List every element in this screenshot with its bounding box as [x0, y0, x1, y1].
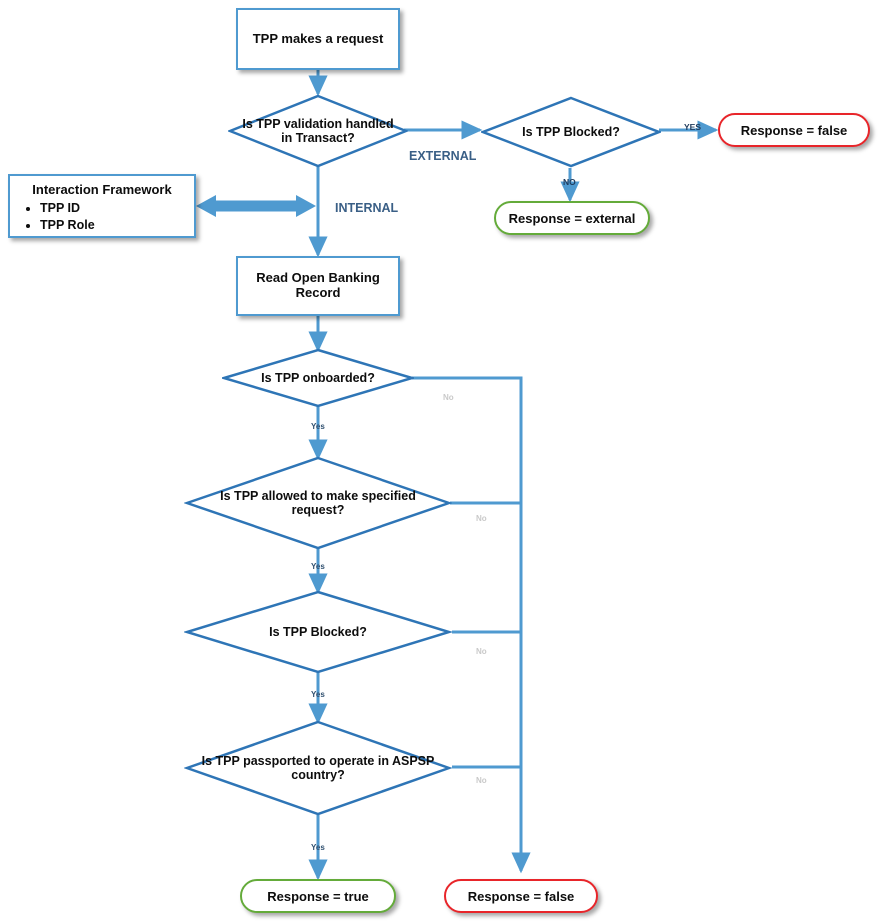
node-label: Is TPP passported to operate in ASPSP country? — [201, 753, 435, 782]
node-label: TPP makes a request — [252, 30, 384, 46]
node-response-false-bottom[interactable] — [444, 879, 598, 913]
framework-item-tpp-role: • TPP Role — [40, 217, 186, 234]
node-label: Is TPP Blocked? — [522, 124, 620, 139]
node-read-open-banking-record[interactable] — [236, 256, 400, 316]
node-is-tpp-blocked-internal[interactable] — [184, 590, 452, 674]
edge-label-no-onboarded: No — [443, 393, 454, 402]
framework-item-tpp-id: • TPP ID — [40, 200, 186, 217]
node-response-true[interactable] — [240, 879, 396, 913]
node-label: Is TPP Blocked? — [269, 624, 367, 639]
edge-label-yes-allowed: Yes — [311, 562, 325, 571]
node-label: Read Open Banking Record — [256, 270, 380, 300]
node-is-tpp-allowed[interactable] — [184, 456, 452, 550]
node-is-tpp-blocked-external[interactable] — [481, 96, 661, 168]
edge-label-external: EXTERNAL — [409, 149, 477, 163]
edge-label-no-blocked: No — [476, 647, 487, 656]
node-response-false-top[interactable] — [718, 113, 870, 147]
node-is-tpp-passported[interactable] — [184, 720, 452, 816]
edge-label-yes-passported: Yes — [311, 843, 325, 852]
node-label: Is TPP onboarded? — [261, 370, 375, 385]
node-label: Is TPP validation handled in Transact? — [242, 116, 394, 145]
framework-list — [18, 200, 186, 234]
framework-title: Interaction Framework — [32, 182, 172, 197]
edge-label-yes-top: YES — [684, 122, 702, 132]
framework-link — [196, 195, 316, 217]
node-label: Response = false — [740, 122, 848, 138]
edge-label-internal: INTERNAL — [335, 201, 399, 215]
edge-label-yes-blocked: Yes — [311, 690, 325, 699]
node-tpp-makes-request[interactable] — [236, 8, 400, 70]
node-is-tpp-onboarded[interactable] — [222, 348, 414, 408]
node-label: Is TPP allowed to make specified request? — [220, 488, 416, 517]
node-is-tpp-validation-handled[interactable] — [228, 94, 408, 168]
node-response-external[interactable] — [494, 201, 650, 235]
node-label: Response = external — [508, 210, 636, 226]
edge-label-yes-onboarded: Yes — [311, 422, 325, 431]
edge-label-no-passported: No — [476, 776, 487, 785]
node-label: Response = true — [267, 888, 369, 904]
node-label: Response = false — [467, 888, 575, 904]
edge-label-no-top: NO — [563, 177, 576, 187]
edge-label-no-allowed: No — [476, 514, 487, 523]
interaction-framework-box[interactable] — [8, 174, 196, 238]
